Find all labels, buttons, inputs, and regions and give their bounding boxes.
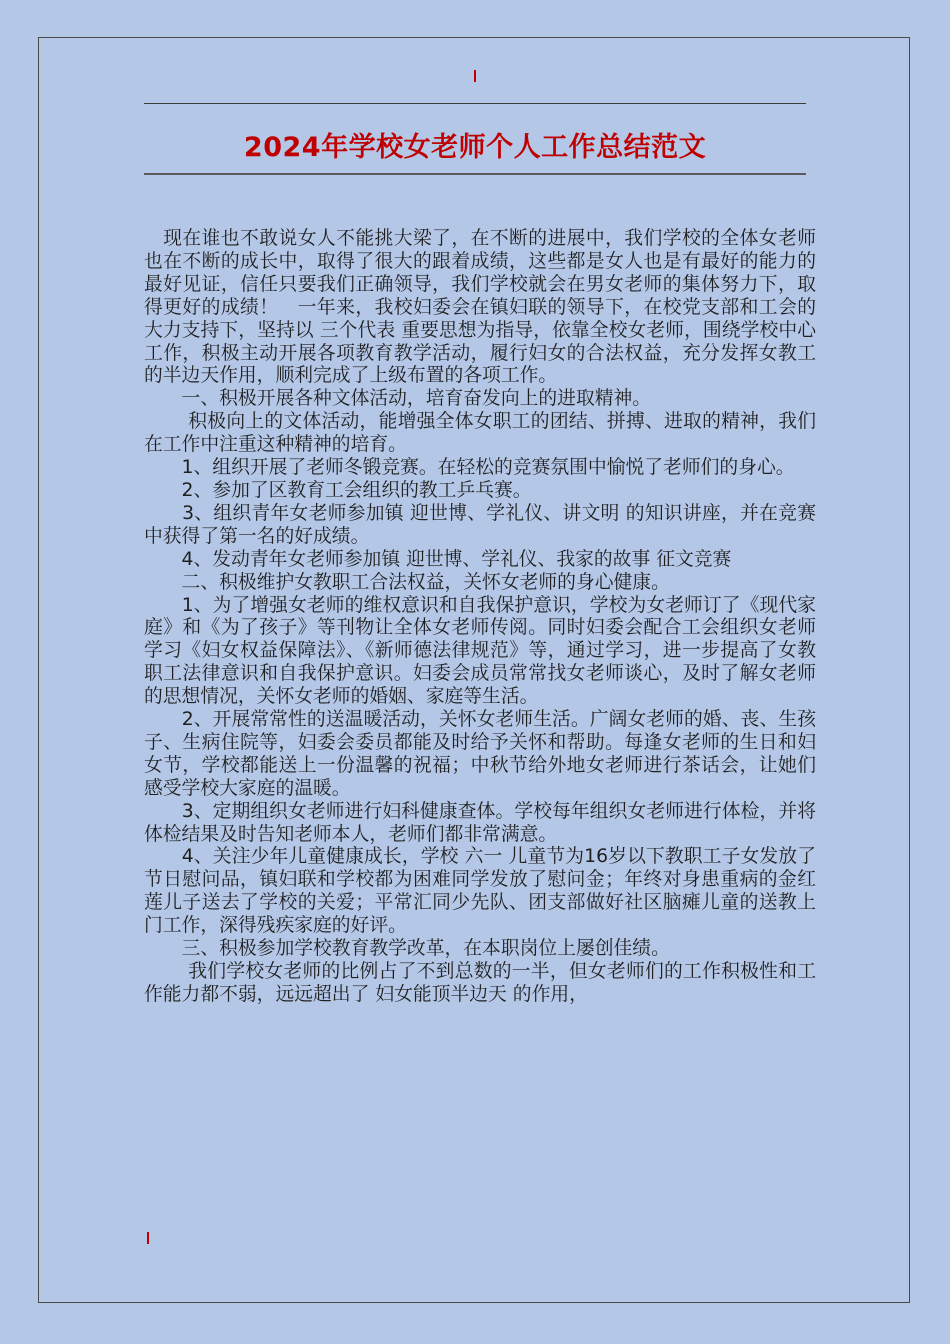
section-heading-1: 一、积极开展各种文体活动，培育奋发向上的进取精神。 (144, 388, 652, 410)
header-rule (144, 103, 806, 104)
title-underline (144, 173, 806, 175)
list-item: 1、为了增强女老师的维权意识和自我保护意识，学校为女老师订了《现代家庭》和《为了孩子》等刊物让全体女老师传阅。同时妇委会配合工会组织女老师学习《妇女权益保障法》、《新师德法律规范》等，通过学习，进一步提高了女教职工法律意识和自我保护意识。妇委会成员常常找女老师谈心，及时了解女老师的思想情况，关怀女老师的婚姻、家庭等生活。 (144, 594, 816, 708)
list-item: 1、组织开展了老师冬锻竞赛。在轻松的竞赛氛围中愉悦了老师们的身心。 (144, 457, 795, 479)
list-item: 4、发动青年女老师参加镇 迎世博、学礼仪、我家的故事 征文竞赛 (144, 548, 732, 570)
list-item: 3、定期组织女老师进行妇科健康查体。学校每年组织女老师进行体检，并将体检结果及时告知老师本人，老师们都非常满意。 (144, 800, 816, 845)
document-title: 2024年学校女老师个人工作总结范文 (243, 132, 707, 163)
list-item: 2、开展常常性的送温暖活动，关怀女老师生活。广阔女老师的婚、丧、生孩子、生病住院等，妇委会委员都能及时给予关怀和帮助。每逢女老师的生日和妇女节，学校都能送上一份温馨的祝福；中秋节给外地女老师进行茶话会，让她们感受学校大家庭的温暖。 (144, 709, 816, 799)
section-heading-2: 二、积极维护女教职工合法权益，关怀女老师的身心健康。 (144, 571, 670, 593)
list-item: 4、关注少年儿童健康成长，学校 六一 儿童节为16岁以下教职工子女发放了节日慰问品，镇妇联和学校都为困难同学发放了慰问金；年终对身患重病的金红莲儿子送去了学校的关爱；平常汇同少先队、团支部做好社区脑瘫儿童的送教上门工作，深得残疾家庭的好评。 (144, 846, 816, 937)
list-item: 3、组织青年女老师参加镇 迎世博、学礼仪、讲文明 的知识讲座，并在竞赛中获得了第一名的好成绩。 (144, 502, 816, 547)
section-heading-3: 三、积极参加学校教育教学改革，在本职岗位上屡创佳绩。 (144, 938, 670, 960)
paragraph-intro: 现在谁也不敢说女人不能挑大梁了，在不断的进展中，我们学校的全体女老师也在不断的成长中，取得了很大的跟着成绩，这些都是女人也是有最好的能力的最好见证，信任只要我们正确领导，我们学校就会在男女老师的集体努力下，取得更好的成绩！ 一年来，我校妇委会在镇妇联的领导下，在校党支部和工会的大力支持下，坚持以 三个代表 重要思想为指导，依靠全校女老师，围绕学校中心工作，积极主动开展各项教育教学活动，履行妇女的合法权益，充分发挥女教工的半边天作用，顺利完成了上级布置的各项工作。 (144, 228, 816, 387)
paragraph: 积极向上的文体活动，能增强全体女职工的团结、拼搏、进取的精神，我们在工作中注重这种精神的培育。 (144, 411, 816, 456)
paragraph: 我们学校女老师的比例占了不到总数的一半，但女老师们的工作积极性和工作能力都不弱，远远超出了 妇女能顶半边天 的作用， (144, 961, 816, 1005)
page-marker-bottom (147, 1232, 149, 1244)
page-marker-top (474, 70, 476, 82)
document-body (144, 228, 816, 1007)
list-item: 2、参加了区教育工会组织的教工乒乓赛。 (144, 479, 532, 501)
